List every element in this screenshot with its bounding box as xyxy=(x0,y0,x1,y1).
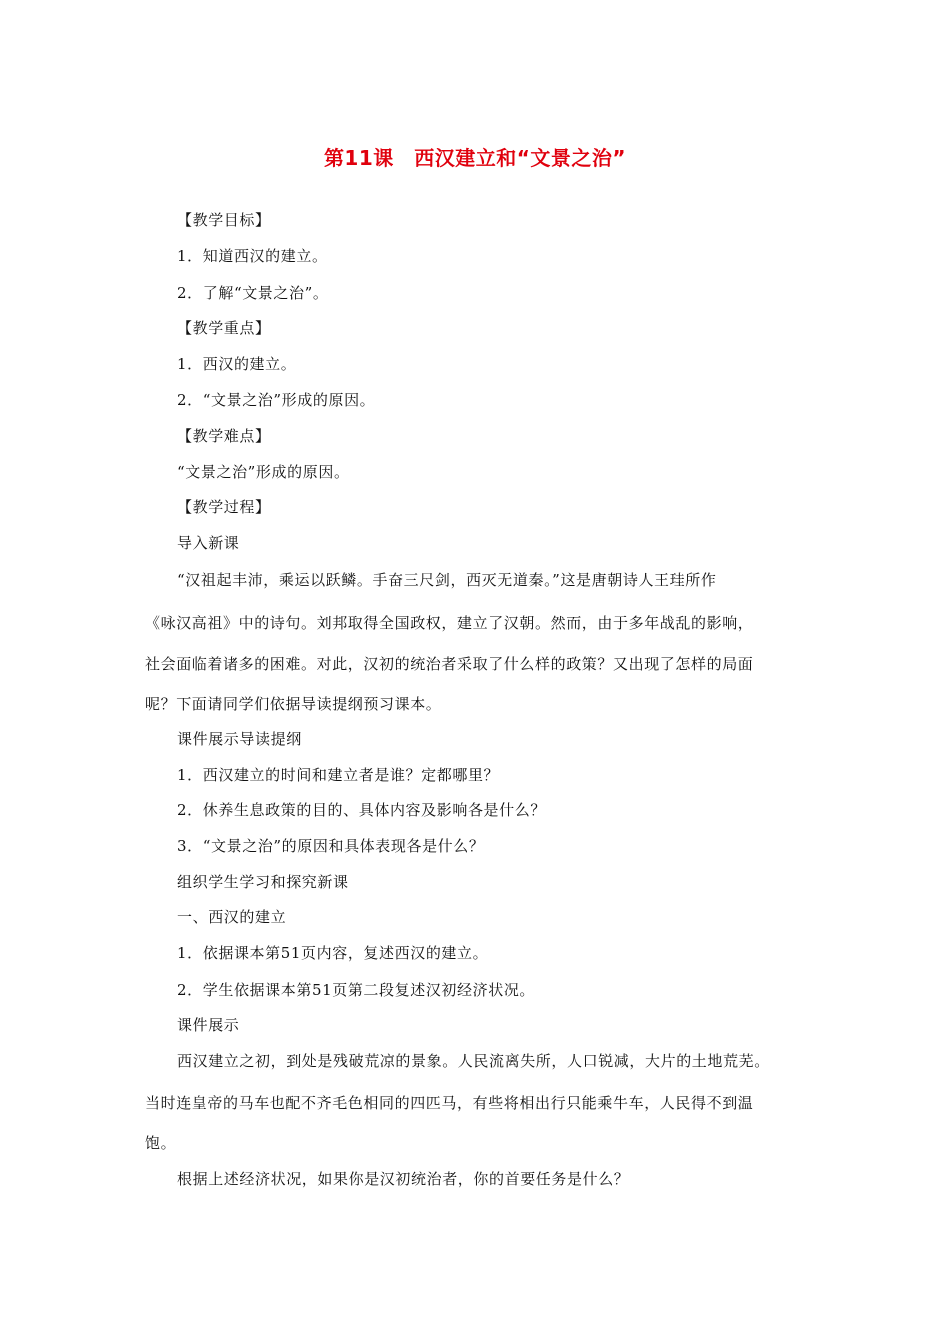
difficulty-item: “文景之治”形成的原因。 xyxy=(177,463,350,481)
objective-item-2: 2．了解“文景之治”。 xyxy=(177,284,329,302)
subheading-new-lesson: 组织学生学习和探究新课 xyxy=(177,873,349,891)
intro-paragraph-line-1: “汉祖起丰沛，乘运以跃鳞。手奋三尺剑，西灭无道秦。”这是唐朝诗人王珪所作 xyxy=(177,571,717,589)
guide-question-1: 1．西汉建立的时间和建立者是谁？定都哪里？ xyxy=(177,766,500,784)
founding-item-1: 1．依据课本第51页内容，复述西汉的建立。 xyxy=(177,944,489,962)
discussion-question: 根据上述经济状况，如果你是汉初统治者，你的首要任务是什么？ xyxy=(177,1170,630,1188)
guide-question-2: 2．休养生息政策的目的、具体内容及影响各是什么？ xyxy=(177,801,546,819)
page-title: 第11课 西汉建立和“文景之治” xyxy=(323,146,627,170)
section-heading-difficulties: 【教学难点】 xyxy=(177,427,271,445)
key-point-item-2: 2．“文景之治”形成的原因。 xyxy=(177,391,376,409)
courseware-paragraph-line-1: 西汉建立之初，到处是残破荒凉的景象。人民流离失所，人口锐减，大片的土地荒芜。 xyxy=(177,1052,770,1070)
founding-item-2: 2．学生依据课本第51页第二段复述汉初经济状况。 xyxy=(177,981,536,999)
courseware-paragraph-line-3: 饱。 xyxy=(145,1134,177,1152)
section-heading-founding: 一、西汉的建立 xyxy=(177,908,287,926)
intro-paragraph-line-2: 《咏汉高祖》中的诗句。刘邦取得全国政权，建立了汉朝。然而，由于多年战乱的影响， xyxy=(145,614,754,632)
guide-question-3: 3．“文景之治”的原因和具体表现各是什么？ xyxy=(177,837,485,855)
intro-paragraph-line-4: 呢？下面请同学们依据导读提纲预习课本。 xyxy=(145,695,442,713)
section-heading-process: 【教学过程】 xyxy=(177,498,271,516)
courseware-paragraph-line-2: 当时连皇帝的马车也配不齐毛色相同的四匹马，有些将相出行只能乘牛车，人民得不到温 xyxy=(145,1094,754,1112)
objective-item-1: 1．知道西汉的建立。 xyxy=(177,247,328,265)
subheading-courseware: 课件展示 xyxy=(177,1016,240,1034)
section-heading-key-points: 【教学重点】 xyxy=(177,319,271,337)
subheading-intro: 导入新课 xyxy=(177,534,240,552)
key-point-item-1: 1．西汉的建立。 xyxy=(177,355,297,373)
subheading-guide-outline: 课件展示导读提纲 xyxy=(177,730,302,748)
intro-paragraph-line-3: 社会面临着诸多的困难。对此，汉初的统治者采取了什么样的政策？又出现了怎样的局面 xyxy=(145,655,754,673)
section-heading-objectives: 【教学目标】 xyxy=(177,211,271,229)
